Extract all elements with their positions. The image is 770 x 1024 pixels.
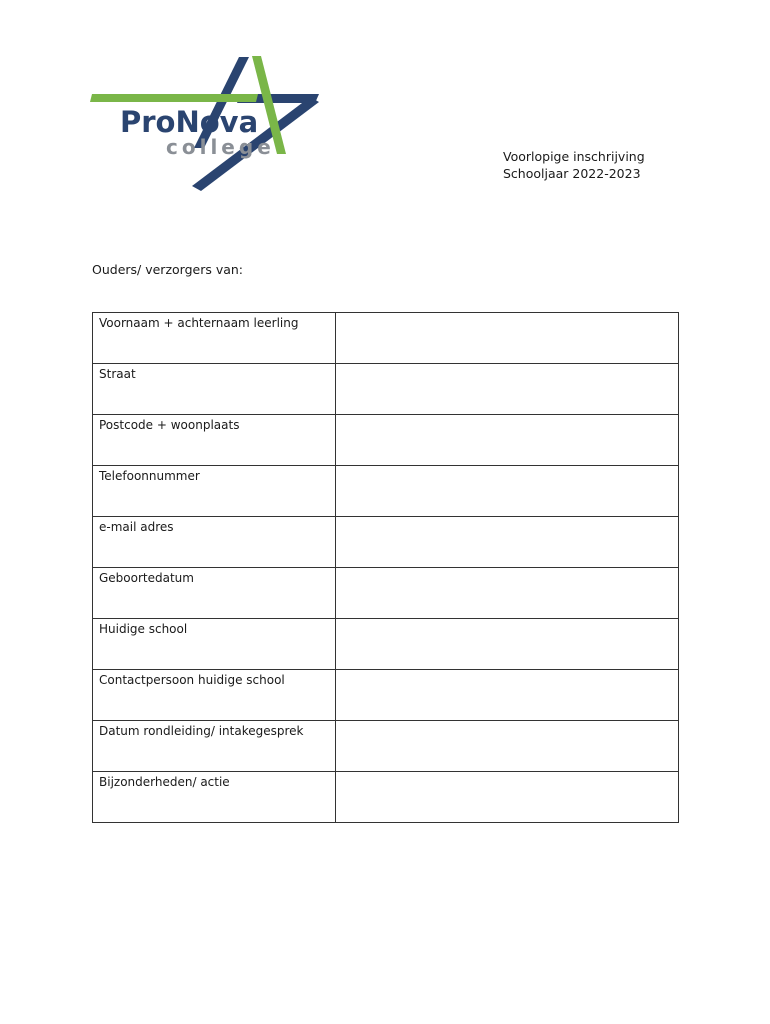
table-row (93, 568, 679, 619)
field-label: Huidige school (93, 619, 336, 670)
header-school-year: Schooljaar 2022-2023 (503, 166, 641, 181)
field-value[interactable] (336, 670, 679, 721)
field-label: Datum rondleiding/ intakegesprek (93, 721, 336, 772)
field-value[interactable] (336, 415, 679, 466)
field-value[interactable] (336, 466, 679, 517)
logo-name-line1: ProNova (120, 105, 259, 139)
table-row (93, 517, 679, 568)
field-label: Bijzonderheden/ actie (93, 772, 336, 823)
field-value[interactable] (336, 721, 679, 772)
field-label: Straat (93, 364, 336, 415)
field-label: Geboortedatum (93, 568, 336, 619)
field-label: Voornaam + achternaam leerling (93, 313, 336, 364)
field-value[interactable] (336, 364, 679, 415)
table-row (93, 364, 679, 415)
document-header (503, 148, 645, 182)
field-value[interactable] (336, 517, 679, 568)
table-row (93, 772, 679, 823)
field-label: Postcode + woonplaats (93, 415, 336, 466)
table-row (93, 721, 679, 772)
logo-name-line2: college (166, 135, 275, 159)
field-value[interactable] (336, 568, 679, 619)
table-row (93, 619, 679, 670)
field-label: e-mail adres (93, 517, 336, 568)
field-label: Contactpersoon huidige school (93, 670, 336, 721)
field-value[interactable] (336, 772, 679, 823)
star-logo-icon (86, 50, 326, 196)
registration-form-table (92, 312, 679, 823)
table-row (93, 313, 679, 364)
field-value[interactable] (336, 619, 679, 670)
table-row (93, 466, 679, 517)
field-value[interactable] (336, 313, 679, 364)
table-row (93, 415, 679, 466)
field-label: Telefoonnummer (93, 466, 336, 517)
table-row (93, 670, 679, 721)
intro-text: Ouders/ verzorgers van: (92, 262, 244, 277)
school-logo (86, 50, 326, 196)
header-title: Voorlopige inschrijving (503, 149, 645, 164)
